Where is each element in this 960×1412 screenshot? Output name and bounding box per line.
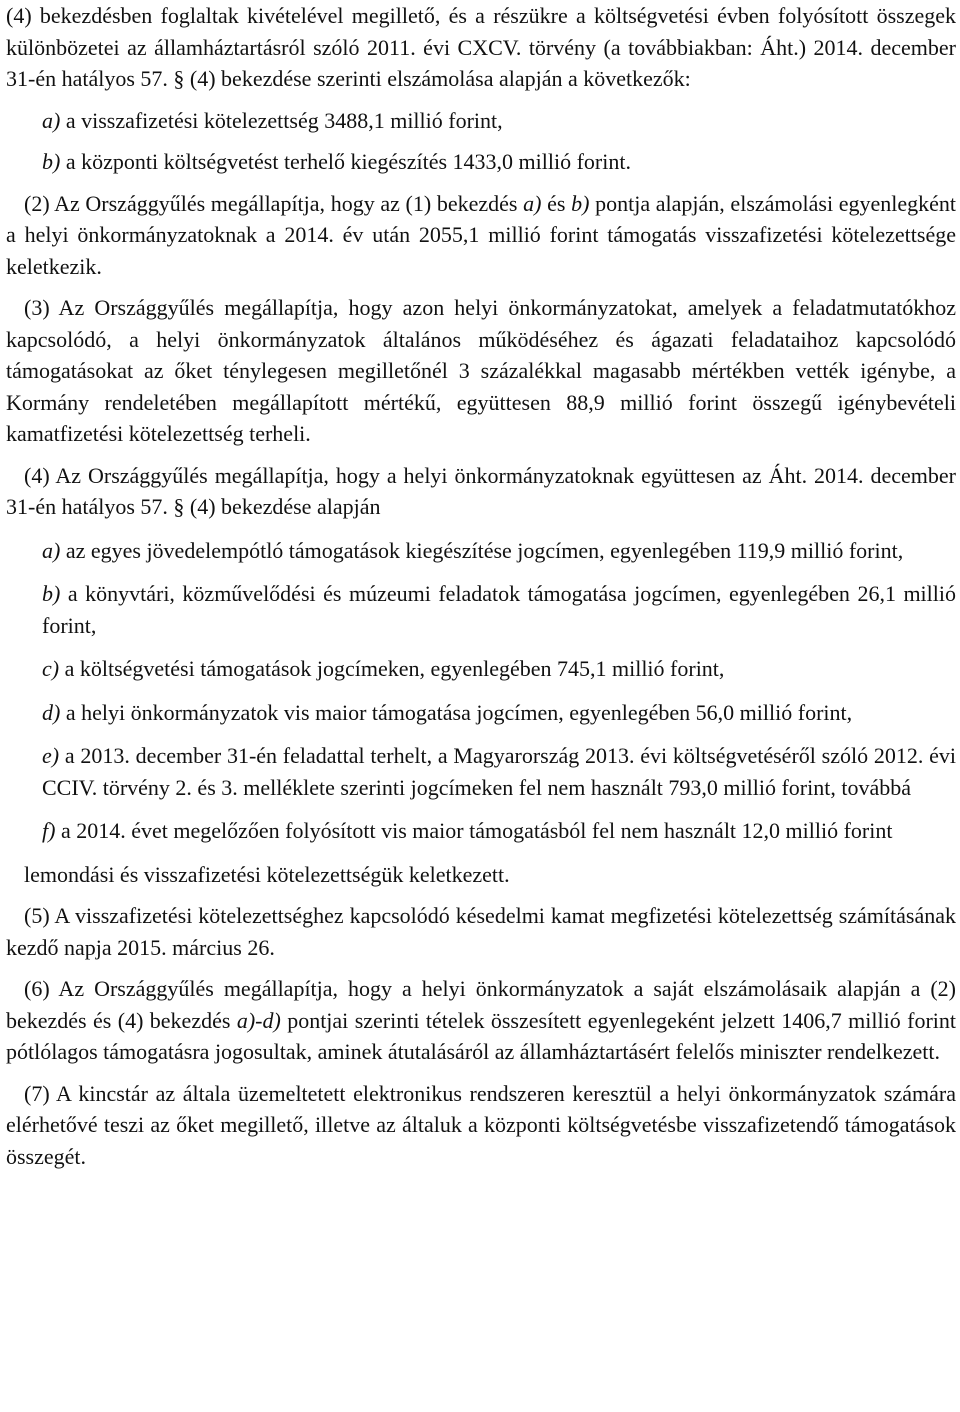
item-ref-a: a) [523,190,542,216]
item-label: b) [42,149,61,174]
paragraph-text: pontjai szerinti tételek összesített egyenlegeként jelzett 1406,7 millió forint pótlólagos támogatásra jogosultak, aminek átutalásáról az államháztartásért felelős miniszter rendelkezett. [6,1007,956,1064]
list-item-4b [42,578,956,641]
item-label: d) [42,699,61,725]
item-text: a visszafizetési kötelezettség 3488,1 millió forint, [65,107,503,133]
list-item-4e [42,740,956,803]
item-text: a könyvtári, közművelődési és múzeumi feladatok támogatása jogcímen, egyenlegében 26,1 millió forint, [42,581,957,638]
paragraph-4: (4) Az Országgyűlés megállapítja, hogy a helyi önkormányzatoknak együttesen az Áht. 2014. december 31-én hatályos 57. § (4) bekezdése alapján [6,462,956,519]
item-text: a 2014. évet megelőzően folyósított vis maior támogatásból fel nem használt 12,0 millió forint [60,818,893,843]
paragraph-5: (5) A visszafizetési kötelezettséghez kapcsolódó késedelmi kamat megfizetési kötelezettség számításának kezdő napja 2015. március 26. [6,903,956,960]
item-text: a költségvetési támogatások jogcímeken, egyenlegében 745,1 millió forint, [64,656,725,681]
item-label: a) [42,537,61,563]
item-ref-b: b) [571,190,590,216]
item-label: f) [42,818,56,843]
list-item-4c [42,653,956,685]
item-label: e) [42,743,60,768]
item-text: a központi költségvetést terhelő kiegészítés 1433,0 millió forint. [65,149,631,174]
list-item-1b [42,146,956,178]
paragraph-7: (7) A kincstár az általa üzemeltetett elektronikus rendszeren keresztül a helyi önkormányzatok számára elérhetővé teszi az őket megillető, illetve az általuk a központi költségvetésbe visszafizetendő támogatások összegét. [6,1080,956,1169]
document-page [6,0,956,1172]
paragraph-2 [6,188,956,283]
item-text: az egyes jövedelempótló támogatások kiegészítése jogcímen, egyenlegében 119,9 millió forint, [65,537,904,563]
paragraph-3: (3) Az Országgyűlés megállapítja, hogy azon helyi önkormányzatokat, amelyek a feladatmutatókhoz kapcsolódó, a helyi önkormányzatok általános működéséhez és ágazati feladataihoz kapcsolódó támogatásokat az őket ténylegesen megilletőnél 3 százalékkal magasabb mértékben vették igénybe, a Kormány rendeletében megállapított mértékű, együttesen 88,9 millió forint összegű igénybevételi kamatfizetési kötelezettség terheli. [6,295,956,446]
paragraph-6 [6,973,956,1068]
paragraph-4-closing: lemondási és visszafizetési kötelezettségük keletkezett. [24,861,510,887]
paragraph-text: és [541,190,572,216]
item-ref-range: a)-d) [236,1007,281,1033]
item-label: a) [42,107,61,133]
paragraph-text: pontja alapján, elszámolási egyenlegként a helyi önkormányzatoknak a 2014. év után 2055,1 millió forint támogatás visszafizetési kötelezettsége keletkezik. [6,190,957,279]
item-label: b) [42,581,61,606]
item-label: c) [42,656,60,681]
list-item-4f [42,815,956,847]
paragraph-text: (6) Az Országgyűlés megállapítja, hogy a helyi önkormányzatok a saját elszámolásaik alapján a (2) bekezdés és (4) bekezdés [6,976,956,1033]
paragraph-1-intro: (4) bekezdésben foglaltak kivételével megillető, és a részükre a költségvetési évben folyósított összegek különbözetei az államháztartásról szóló 2011. évi CXCV. törvény (a továbbiakban: Áht.) 2014. december 31-én hatályos 57. § (4) bekezdése szerinti elszámolása alapján a következők: [6,3,956,91]
list-item-1a [42,105,956,137]
item-text: a helyi önkormányzatok vis maior támogatása jogcímen, egyenlegében 56,0 millió forint, [65,699,853,725]
list-item-4d [42,697,956,729]
list-item-4a [42,535,956,567]
item-text: a 2013. december 31-én feladattal terhelt, a Magyarország 2013. évi költségvetéséről szóló 2012. évi CCIV. törvény 2. és 3. melléklete szerinti jogcímeken fel nem használt 793,0 millió forint, továbbá [42,743,956,800]
paragraph-text: (2) Az Országgyűlés megállapítja, hogy az (1) bekezdés [24,190,524,216]
